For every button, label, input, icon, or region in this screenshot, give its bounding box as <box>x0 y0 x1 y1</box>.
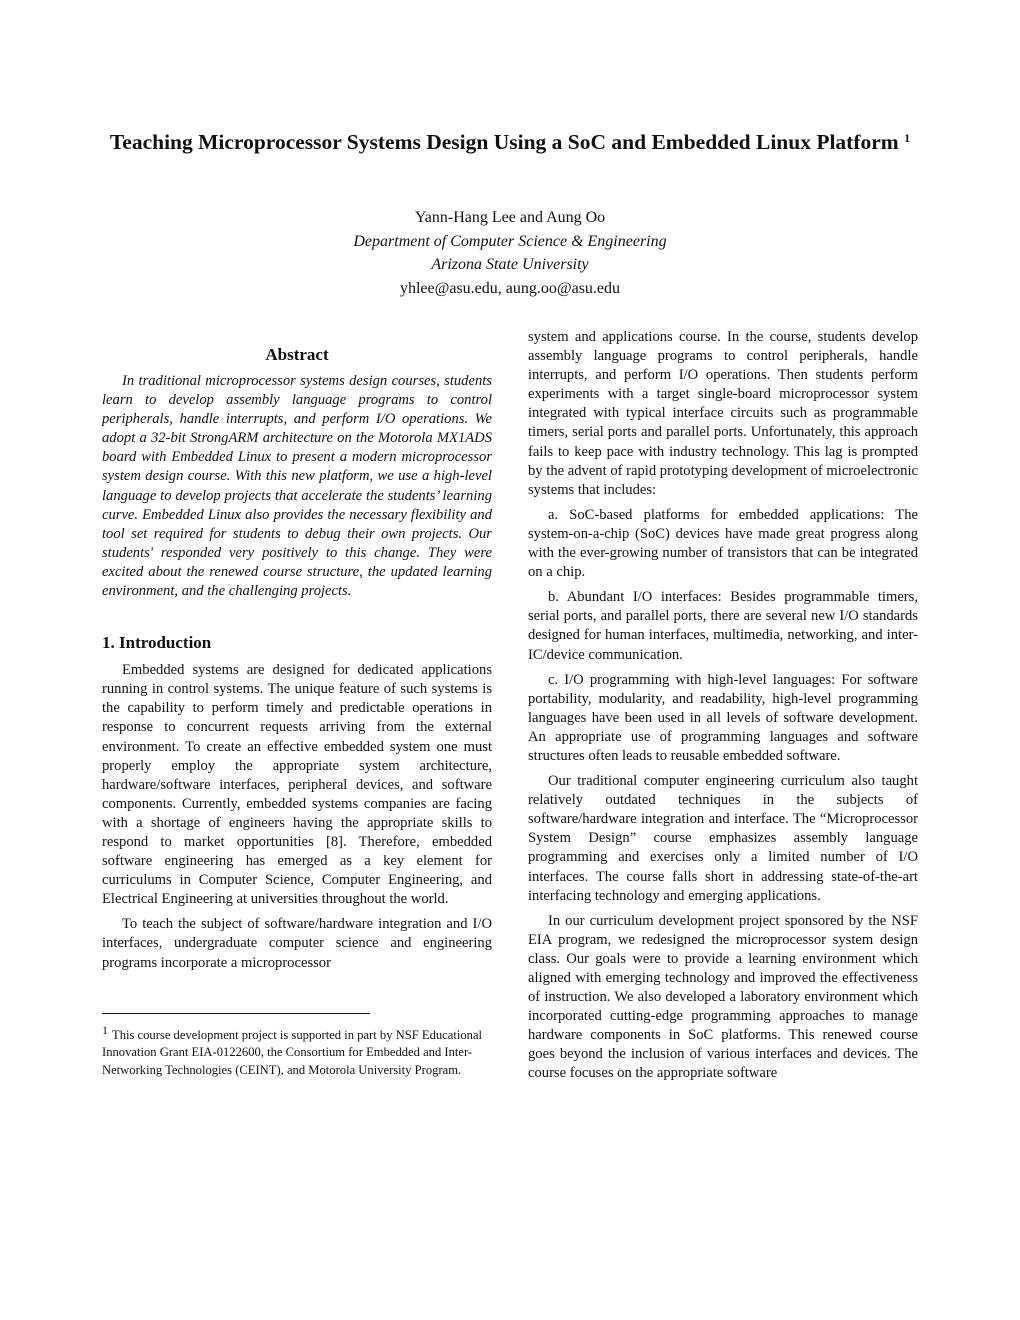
list-item-b: b. Abundant I/O interfaces: Besides programmable timers, serial ports, and parallel ports, there are several new I/O standards designed for human interfaces, multimedia, networking, and inter-IC/device communication. <box>528 589 918 663</box>
title-text: Teaching Microprocessor Systems Design Using a SoC and Embedded Linux Platform <box>109 130 899 154</box>
list-item-a: a. SoC-based platforms for embedded applications: The system-on-a-chip (SoC) devices have made great progress along with the ever-growing number of transistors that can be integrated on a chip. <box>528 506 918 581</box>
footnote-text: This course development project is supported in part by NSF Educational Innovation Grant EIA-0122600, the Consortium for Embedded and Inter-Networking Technologies (CEINT), and Motorola University Program. <box>102 1027 483 1077</box>
paragraph: system and applications course. In the course, students develop assembly language programs to control peripherals, handle interrupts, and perform I/O operations. Then students perform experiments with a target single-board microprocessor system integrated with typical interface circuits such as programmable timers, serial ports and parallel ports. Unfortunately, this approach fails to keep pace with industry technology. This lag is prompted by the advent of rapid prototyping development of microelectronic systems that includes: <box>528 329 918 498</box>
abstract-heading: Abstract <box>265 345 329 364</box>
university: Arizona State University <box>431 256 589 273</box>
paragraph: Our traditional computer engineering curriculum also taught relatively outdated techniques in the subjects of software/hardware integration and interface. The “Microprocessor System Design” course emphasizes assembly language programming and exercises only a limited number of I/O interfaces. The course falls short in addressing state-of-the-art interfacing technology and emerging applications. <box>528 773 918 904</box>
list-item-c: c. I/O programming with high-level languages: For software portability, modularity, and readability, high-level programming languages have been used in all levels of software development. An appropriate use of programming languages and software structures often leads to reusable embedded software. <box>528 671 918 764</box>
left-column <box>102 343 492 1079</box>
emails: yhlee@asu.edu, aung.oo@asu.edu <box>399 279 621 297</box>
footnote-mark: 1 <box>102 1022 108 1037</box>
paragraph: To teach the subject of software/hardware integration and I/O interfaces, undergraduate computer science and engineering programs incorporate a microprocessor <box>102 916 492 971</box>
department: Department of Computer Science & Engineering <box>353 232 667 250</box>
title-footnote-mark: 1 <box>904 131 911 145</box>
author-block <box>100 206 920 300</box>
abstract-text: In traditional microprocessor systems design courses, students learn to develop assembly language programs to control peripherals, handle interrupts, and perform I/O operations. We adopt a 32-bit StrongARM architecture on the Motorola MX1ADS board with Embedded Linux to present a modern microprocessor system design course. With this new platform, we use a high-level language to develop projects that accelerate the students’ learning curve. Embedded Linux also provides the necessary flexibility and tool set required for students to debug their own projects. Our students' responded very positively to this change. They were excited about the renewed course structure, the updated learning environment, and the challenging projects. <box>102 373 492 600</box>
footnote-divider <box>102 1013 370 1014</box>
paragraph: Embedded systems are designed for dedicated applications running in control systems. The unique feature of such systems is the capability to perform timely and predictable operations in response to concurrent requests arriving from the external environment. To create an effective embedded system one must properly employ the appropriate system architecture, hardware/software interfaces, peripheral devices, and software components. Currently, embedded systems companies are facing with a shortage of engineers having the appropriate skills to respond to market opportunities [8]. Therefore, embedded software engineering has emerged as a key element for curriculums in Computer Science, Computer Engineering, and Electrical Engineering at universities throughout the world. <box>102 662 492 908</box>
right-column <box>528 328 918 1090</box>
footnote <box>102 1022 492 1080</box>
paragraph: In our curriculum development project sponsored by the NSF EIA program, we redesigned the microprocessor system design class. Our goals were to provide a learning environment which aligned with emerging technology and improved the effectiveness of instruction. We also developed a laboratory environment which incorporated cutting-edge programming approaches to manage hardware components in SoC platforms. This renewed course goes beyond the inclusion of various interfaces and devices. The course focuses on the appropriate software <box>528 912 918 1082</box>
paper-title <box>100 128 920 157</box>
authors: Yann-Hang Lee and Aung Oo <box>414 209 606 226</box>
introduction-heading: 1. Introduction <box>102 633 212 653</box>
